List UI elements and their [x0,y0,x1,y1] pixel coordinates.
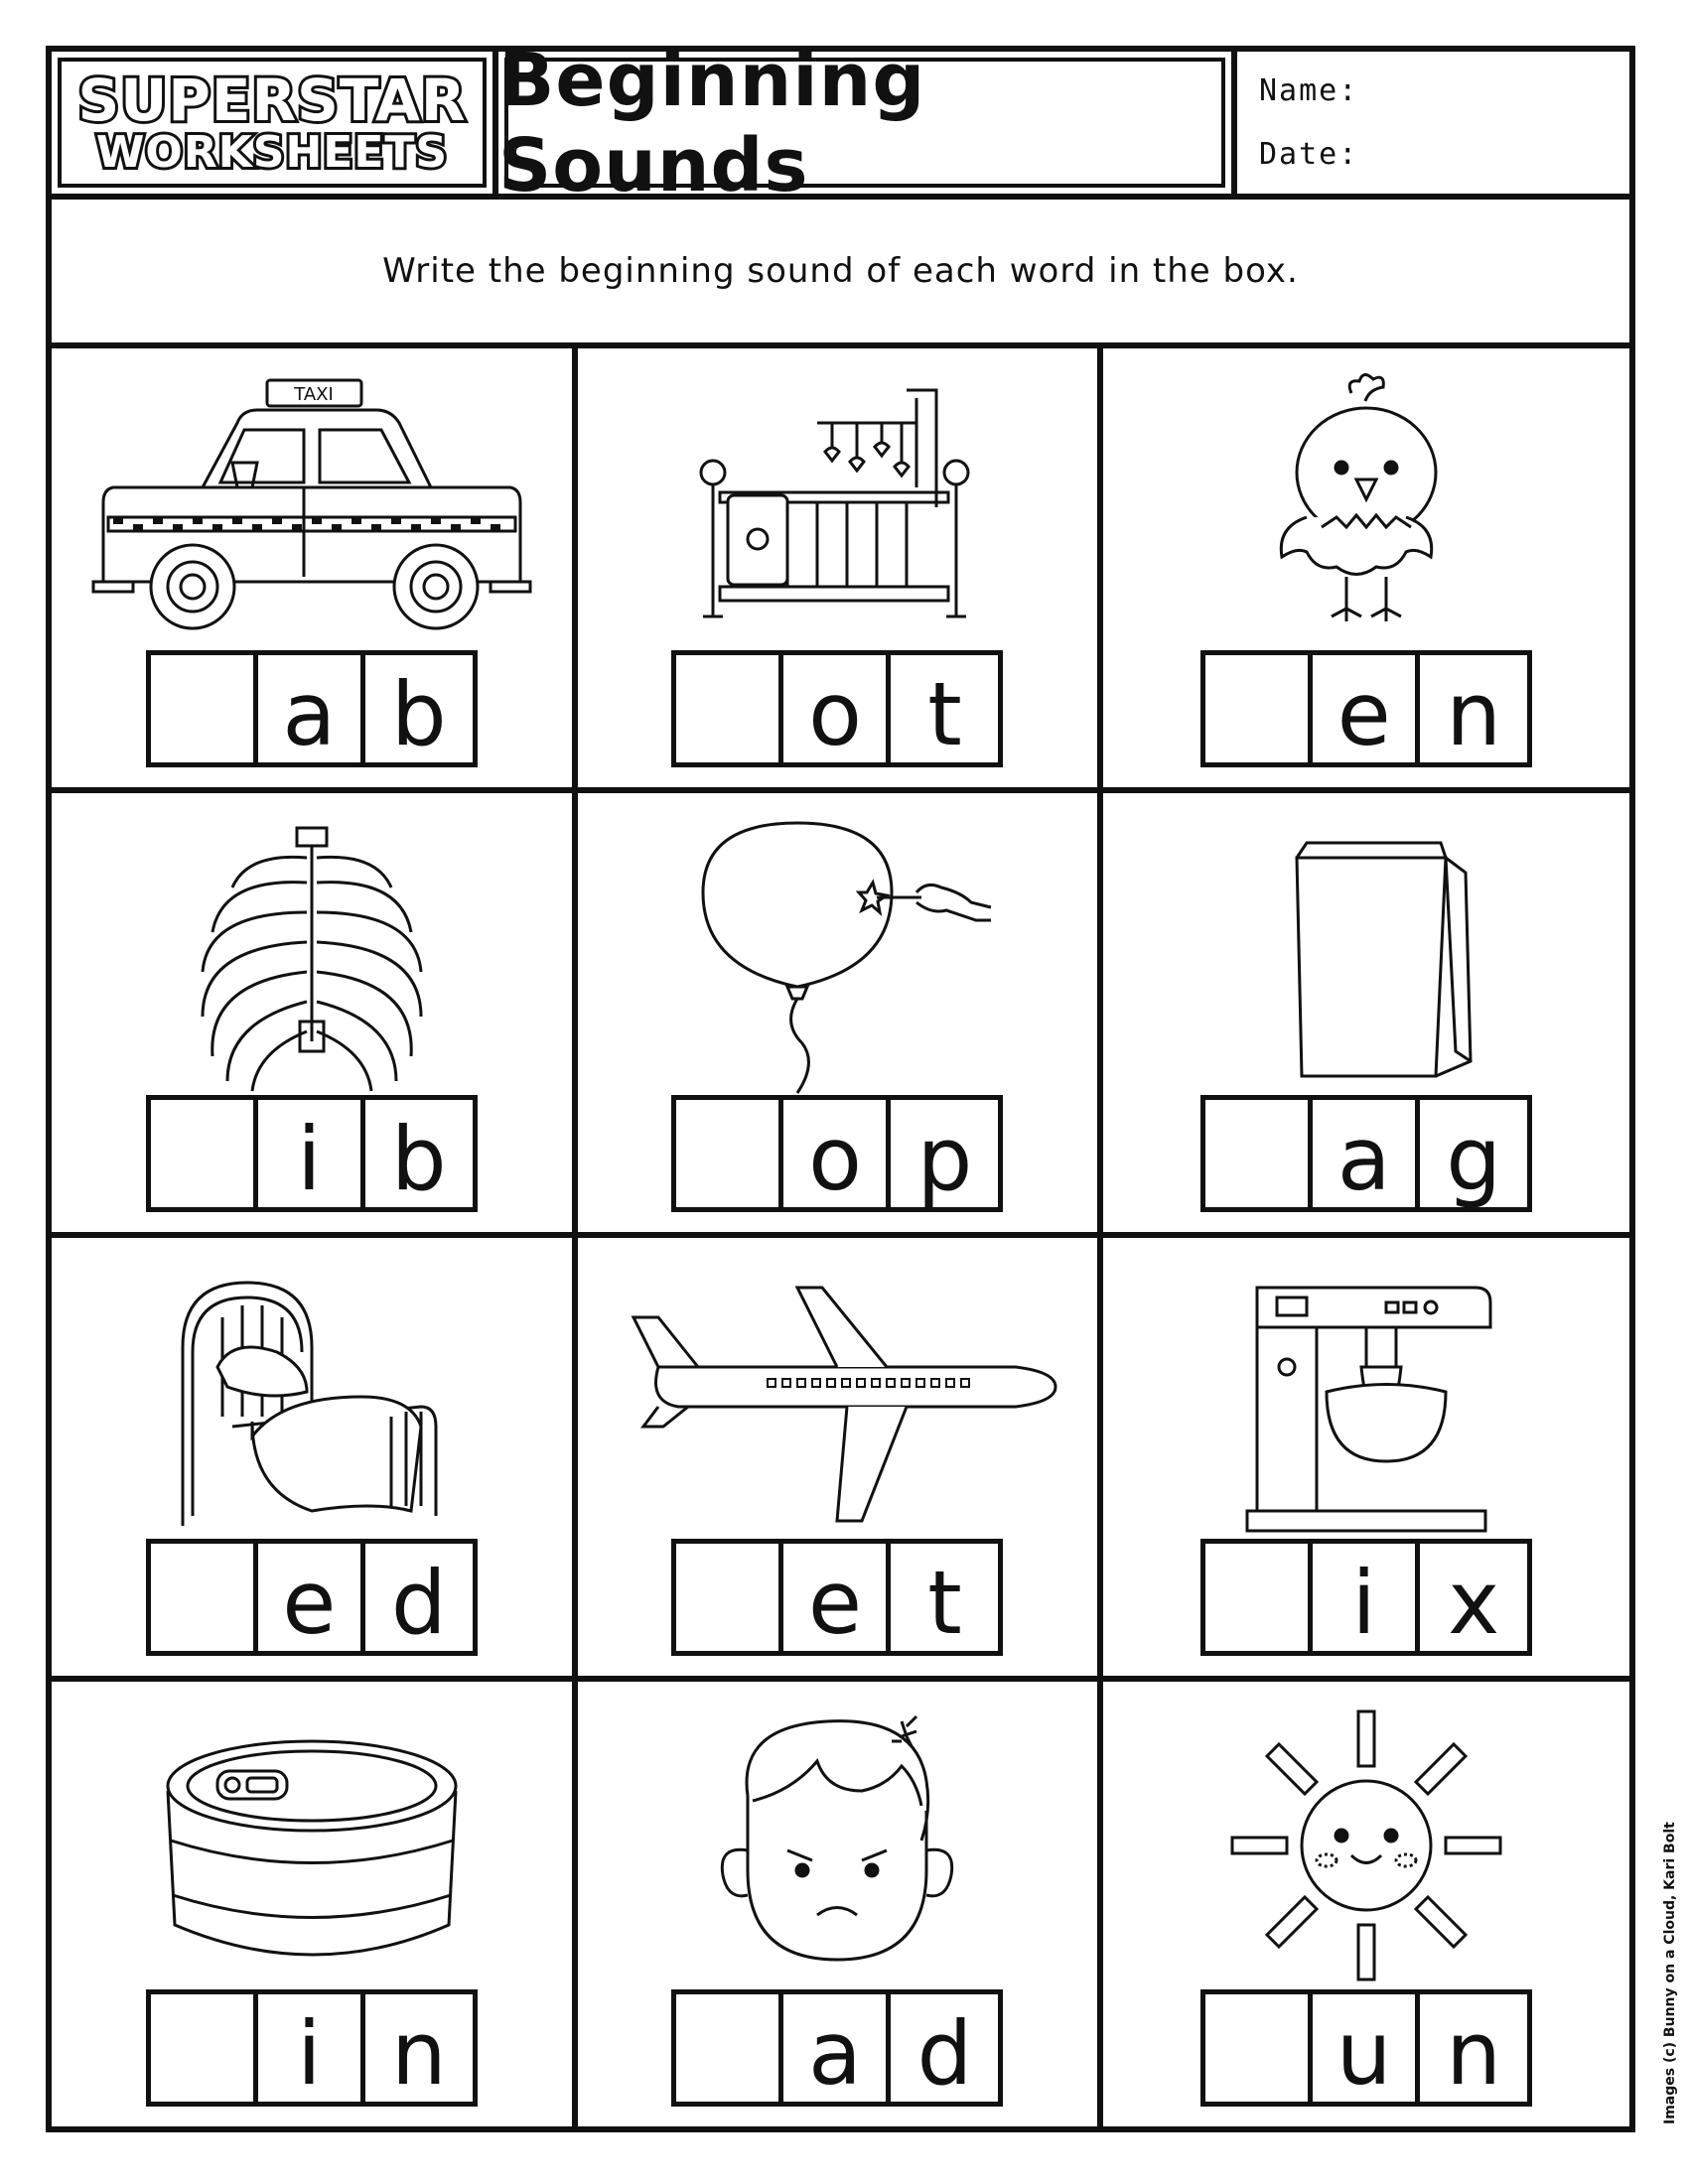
letter-boxes [1200,1095,1532,1212]
page-title: Beginning Sounds [498,37,926,208]
letter: x [1448,1552,1500,1655]
exercise-cell [52,348,578,793]
letter-box [891,655,998,765]
name-date-cell[interactable] [1237,52,1629,194]
letter-box [1313,1544,1420,1655]
logo-line2: WORKSHEETS [95,126,449,178]
header [52,37,1629,208]
letter: a [808,2002,862,2105]
exercise-cell [52,1682,578,2126]
letter: g [1446,1107,1502,1210]
crib-icon [619,368,1055,656]
answer-box[interactable] [676,1100,783,1207]
letter-box [891,1544,998,1655]
answer-box[interactable] [1205,1100,1313,1207]
jet-icon [619,1258,1055,1546]
ribs-icon [93,813,530,1101]
letter: n [1446,2002,1502,2105]
letter: e [282,1552,337,1655]
answer-box[interactable] [676,1544,783,1651]
letter: e [1336,662,1391,765]
letter: i [297,1107,322,1210]
letter: t [927,1552,962,1655]
letter: o [808,1107,862,1210]
answer-box[interactable] [1205,1544,1313,1651]
image-credit: Images (c) Bunny on a Cloud, Kari Bolt [1662,1822,1678,2124]
taxi-icon [93,368,530,656]
exercise-grid [52,348,1629,2126]
instructions [52,200,1629,348]
tin-can-icon [93,1702,530,1989]
letter-box [891,1100,998,1210]
letter: u [1336,2002,1392,2105]
letter-box [783,1994,891,2105]
letter: a [1336,1107,1391,1210]
bed-icon [93,1258,530,1546]
letter: p [916,1107,973,1210]
answer-box[interactable] [151,655,258,762]
letter: d [390,1552,447,1655]
letter: d [916,2002,973,2105]
exercise-cell [578,348,1104,793]
letter-boxes [1200,650,1532,767]
answer-box[interactable] [1205,1994,1313,2102]
letter-boxes [146,650,478,767]
title-cell [498,37,1237,208]
taxi-sign-text: TAXI [294,384,334,405]
mad-boy-icon [619,1702,1055,1989]
letter-box [258,1544,365,1655]
letter-box [365,1994,473,2105]
letter-box [1313,1994,1420,2105]
answer-box[interactable] [151,1994,258,2102]
mixer-icon [1148,1258,1585,1546]
sun-icon [1148,1702,1585,1989]
letter-box [891,1994,998,2105]
letter-boxes [146,1989,478,2107]
letter-box [365,1100,473,1210]
letter-box [365,1544,473,1655]
letter: n [1446,662,1502,765]
logo-cell [52,52,498,194]
letter: i [297,2002,322,2105]
letter: t [927,662,962,765]
exercise-cell [1103,1682,1629,2126]
letter-box [1313,655,1420,765]
letter-box [258,655,365,765]
name-label: Name: [1259,73,1359,108]
exercise-cell [1103,793,1629,1238]
letter: a [282,662,337,765]
date-label: Date: [1259,137,1359,172]
answer-box[interactable] [1205,655,1313,762]
exercise-cell [1103,1238,1629,1683]
letter-box [365,655,473,765]
exercise-cell [578,1682,1104,2126]
letter-box [1420,1100,1527,1210]
letter-boxes [146,1539,478,1656]
letter-box [783,655,891,765]
letter-boxes [1200,1989,1532,2107]
balloon-pop-icon [619,813,1055,1101]
letter-box [1420,1994,1527,2105]
answer-box[interactable] [676,655,783,762]
letter-box [1420,655,1527,765]
letter: e [807,1552,863,1655]
logo [58,58,487,188]
logo-line1: SUPERSTAR [77,66,467,134]
chick-icon [1148,368,1585,656]
instructions-text: Write the beginning sound of each word in the box. [382,251,1299,291]
worksheet [46,37,1635,2132]
letter: o [808,662,862,765]
letter: b [390,1107,447,1210]
exercise-cell [578,1238,1104,1683]
letter-box [258,1100,365,1210]
letter: i [1351,1552,1376,1655]
letter-box [258,1994,365,2105]
letter-box [1420,1544,1527,1655]
letter-boxes [671,1539,1003,1656]
letter-box [1313,1100,1420,1210]
letter: b [390,662,447,765]
exercise-cell [52,793,578,1238]
letter: n [390,2002,447,2105]
answer-box[interactable] [151,1544,258,1651]
answer-box[interactable] [151,1100,258,1207]
letter-boxes [671,1989,1003,2107]
exercise-cell [578,793,1104,1238]
letter-boxes [671,650,1003,767]
letter-boxes [146,1095,478,1212]
letter-box [783,1100,891,1210]
letter-boxes [671,1095,1003,1212]
letter-box [783,1544,891,1655]
answer-box[interactable] [676,1994,783,2102]
letter-boxes [1200,1539,1532,1656]
exercise-cell [1103,348,1629,793]
paper-bag-icon [1148,813,1585,1101]
exercise-cell [52,1238,578,1683]
